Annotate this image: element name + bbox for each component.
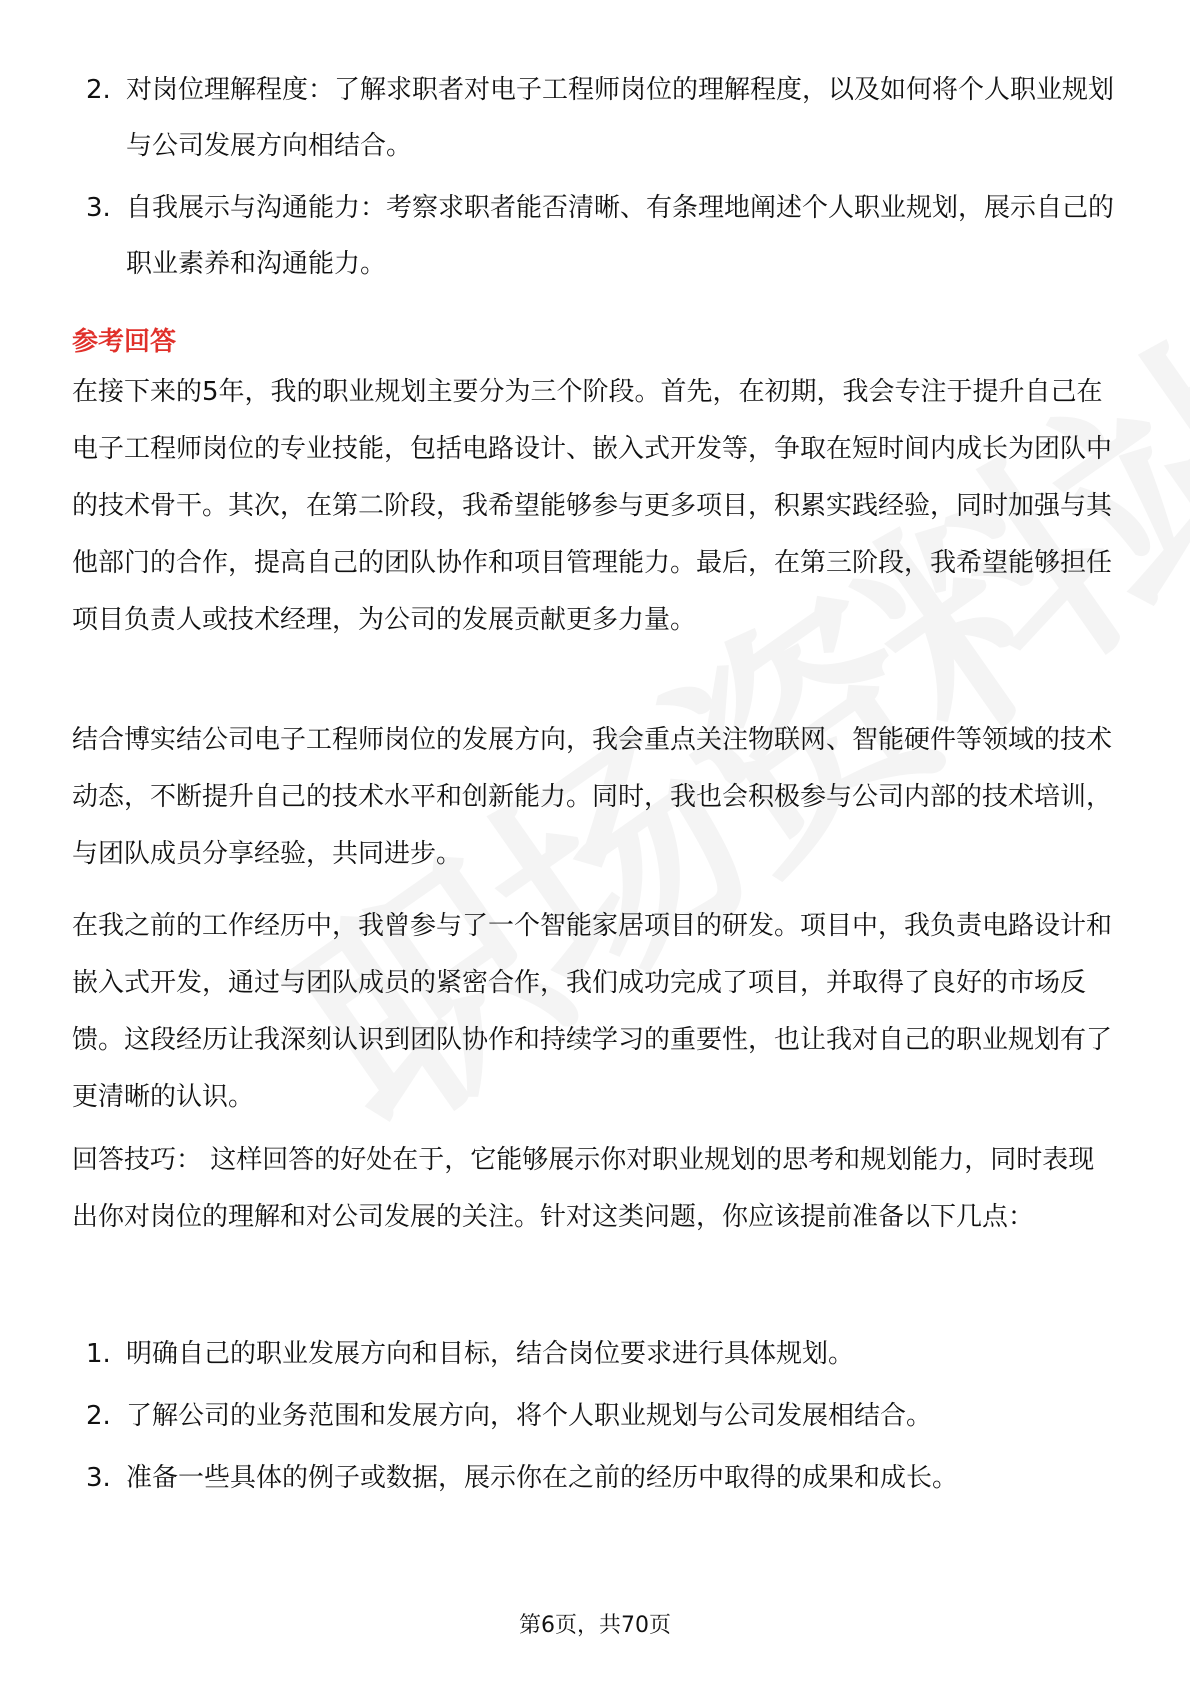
list-item	[72, 1388, 1122, 1444]
tips-paragraph: 回答技巧： 这样回答的好处在于，它能够展示你对职业规划的思考和规划能力，同时表现出你对岗位的理解和对公司发展的关注。针对这类问题，你应该提前准备以下几点：	[72, 1145, 1095, 1232]
list-item	[72, 1326, 1122, 1382]
list-item-number: 3.	[86, 193, 111, 223]
list-item	[72, 180, 1122, 292]
list-item	[72, 1450, 1122, 1506]
list-item-text: 明确自己的职业发展方向和目标，结合岗位要求进行具体规划。	[126, 1339, 855, 1369]
answer-paragraph: 在接下来的5年，我的职业规划主要分为三个阶段。首先，在初期，我会专注于提升自己在电子工程师岗位的专业技能，包括电路设计、嵌入式开发等，争取在短时间内成长为团队中的技术骨干。其次，在第二阶段，我希望能够参与更多项目，积累实践经验，同时加强与其他部门的合作，提高自己的团队协作和项目管理能力。最后，在第三阶段，我希望能够担任项目负责人或技术经理，为公司的发展贡献更多力量。	[72, 377, 1113, 635]
list-item-number: 1.	[86, 1339, 111, 1369]
answer-paragraph: 结合博实结公司电子工程师岗位的发展方向，我会重点关注物联网、智能硬件等领域的技术动态，不断提升自己的技术水平和创新能力。同时，我也会积极参与公司内部的技术培训，与团队成员分享经验，共同进步。	[72, 725, 1113, 869]
list-item-number: 2.	[86, 1401, 111, 1431]
section-heading: 参考回答	[72, 327, 177, 357]
list-item-text: 对岗位理解程度：了解求职者对电子工程师岗位的理解程度，以及如何将个人职业规划与公司发展方向相结合。	[126, 75, 1115, 161]
evaluation-points-list	[72, 62, 1122, 298]
answer-paragraph: 在我之前的工作经历中，我曾参与了一个智能家居项目的研发。项目中，我负责电路设计和嵌入式开发，通过与团队成员的紧密合作，我们成功完成了项目，并取得了良好的市场反馈。这段经历让我深刻认识到团队协作和持续学习的重要性，也让我对自己的职业规划有了更清晰的认识。	[72, 911, 1113, 1112]
list-item-text: 自我展示与沟通能力：考察求职者能否清晰、有条理地阐述个人职业规划，展示自己的职业素养和沟通能力。	[126, 193, 1115, 279]
list-item-number: 2.	[86, 75, 111, 105]
list-item	[72, 62, 1122, 174]
list-item-text: 准备一些具体的例子或数据，展示你在之前的经历中取得的成果和成长。	[126, 1463, 959, 1493]
page-number: 第6页，共70页	[519, 1613, 671, 1638]
tips-list	[72, 1326, 1122, 1512]
list-item-number: 3.	[86, 1463, 111, 1493]
list-item-text: 了解公司的业务范围和发展方向，将个人职业规划与公司发展相结合。	[126, 1401, 933, 1431]
